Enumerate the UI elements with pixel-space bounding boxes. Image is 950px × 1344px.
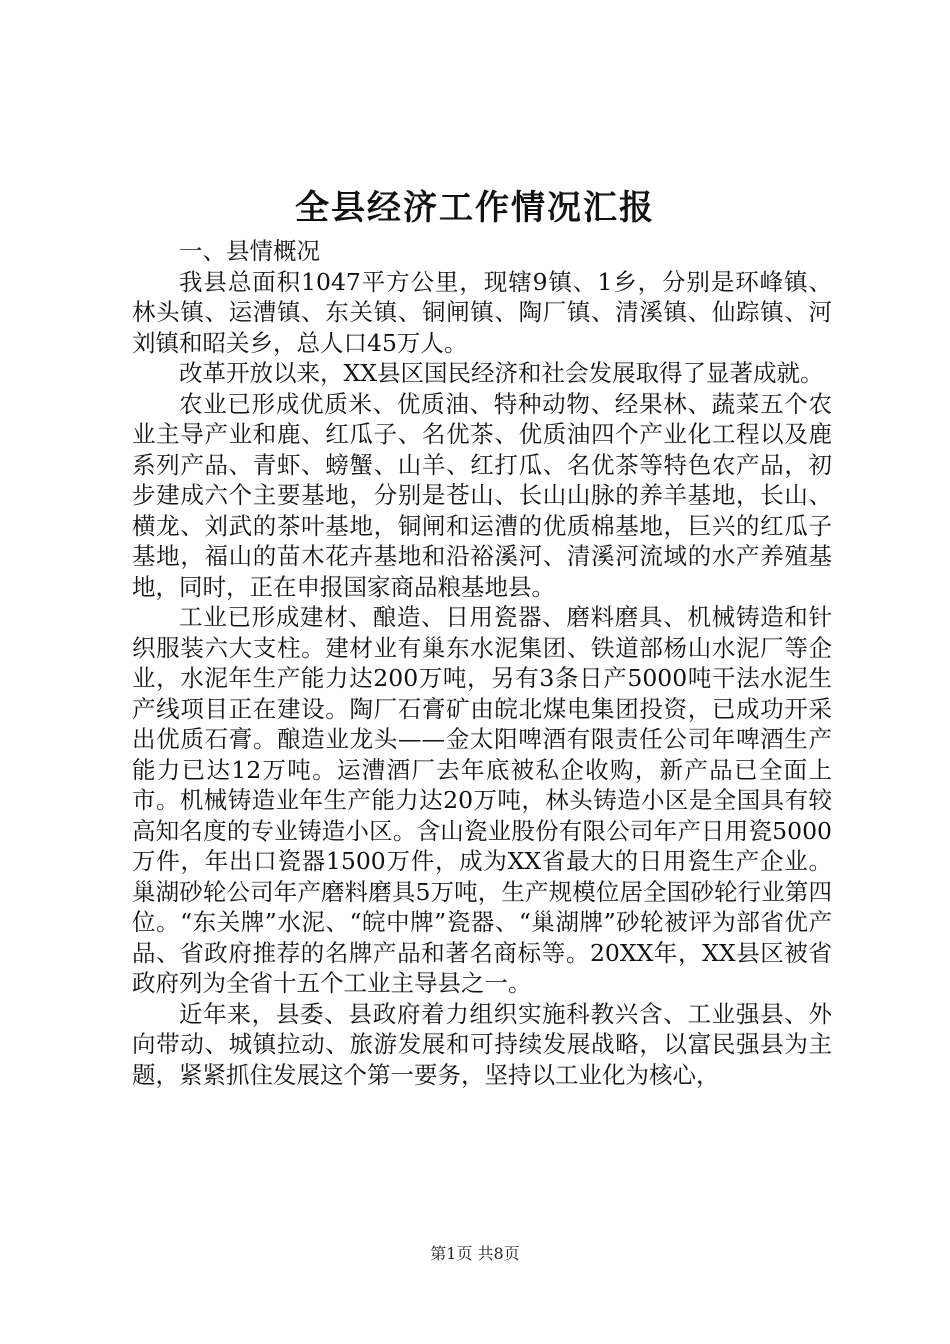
document-body xyxy=(132,236,832,1090)
page-number-footer: 第1页 共8页 xyxy=(430,1244,520,1263)
paragraph: 改革开放以来，XX县区国民经济和社会发展取得了显著成就。 xyxy=(179,359,824,387)
paragraph: 近年来，县委、县政府着力组织实施科教兴含、工业强县、外向带动、城镇拉动、旅游发展和可持续发展战略，以富民强县为主题，紧紧抓住发展这个第一要务，坚持以工业化为核心， xyxy=(132,999,832,1089)
document-title: 全县经济工作情况汇报 xyxy=(295,188,655,228)
paragraph: 农业已形成优质米、优质油、特种动物、经果林、蔬菜五个农业主导产业和鹿、红瓜子、名优茶、优质油四个产业化工程以及鹿系列产品、青虾、螃蟹、山羊、红打瓜、名优茶等特色农产品，初步建成六个主要基地，分别是苍山、长山山脉的养羊基地，长山、横龙、刘武的茶叶基地，铜闸和运漕的优质棉基地，巨兴的红瓜子基地，福山的苗木花卉基地和沿裕溪河、清溪河流域的水产养殖基地，同时，正在申报国家商品粮基地县。 xyxy=(132,389,832,601)
paragraph: 工业已形成建材、酿造、日用瓷器、磨料磨具、机械铸造和针织服装六大支柱。建材业有巢东水泥集团、铁道部杨山水泥厂等企业，水泥年生产能力达200万吨，另有3条日产5000吨干法水泥生产线项目正在建设。陶厂石膏矿由皖北煤电集团投资，已成功开采出优质石膏。酿造业龙头——金太阳啤酒有限责任公司年啤酒生产能力已达12万吨。运漕酒厂去年底被私企收购，新产品已全面上市。机械铸造业年生产能力达20万吨，林头铸造小区是全国具有较高知名度的专业铸造小区。含山瓷业股份有限公司年产日用瓷5000万件，年出口瓷器1500万件，成为XX省最大的日用瓷生产企业。巢湖砂轮公司年产磨料磨具5万吨，生产规模位居全国砂轮行业第四位。“东关牌”水泥、“皖中牌”瓷器、“巢湖牌”砂轮被评为部省优产品、省政府推荐的名牌产品和著名商标等。20XX年，XX县区被省政府列为全省十五个工业主导县之一。 xyxy=(132,603,832,997)
section-heading: 一、县情概况 xyxy=(179,237,320,265)
paragraph: 我县总面积1047平方公里，现辖9镇、1乡，分别是环峰镇、林头镇、运漕镇、东关镇、铜闸镇、陶厂镇、清溪镇、仙踪镇、河刘镇和昭关乡，总人口45万人。 xyxy=(132,267,832,357)
